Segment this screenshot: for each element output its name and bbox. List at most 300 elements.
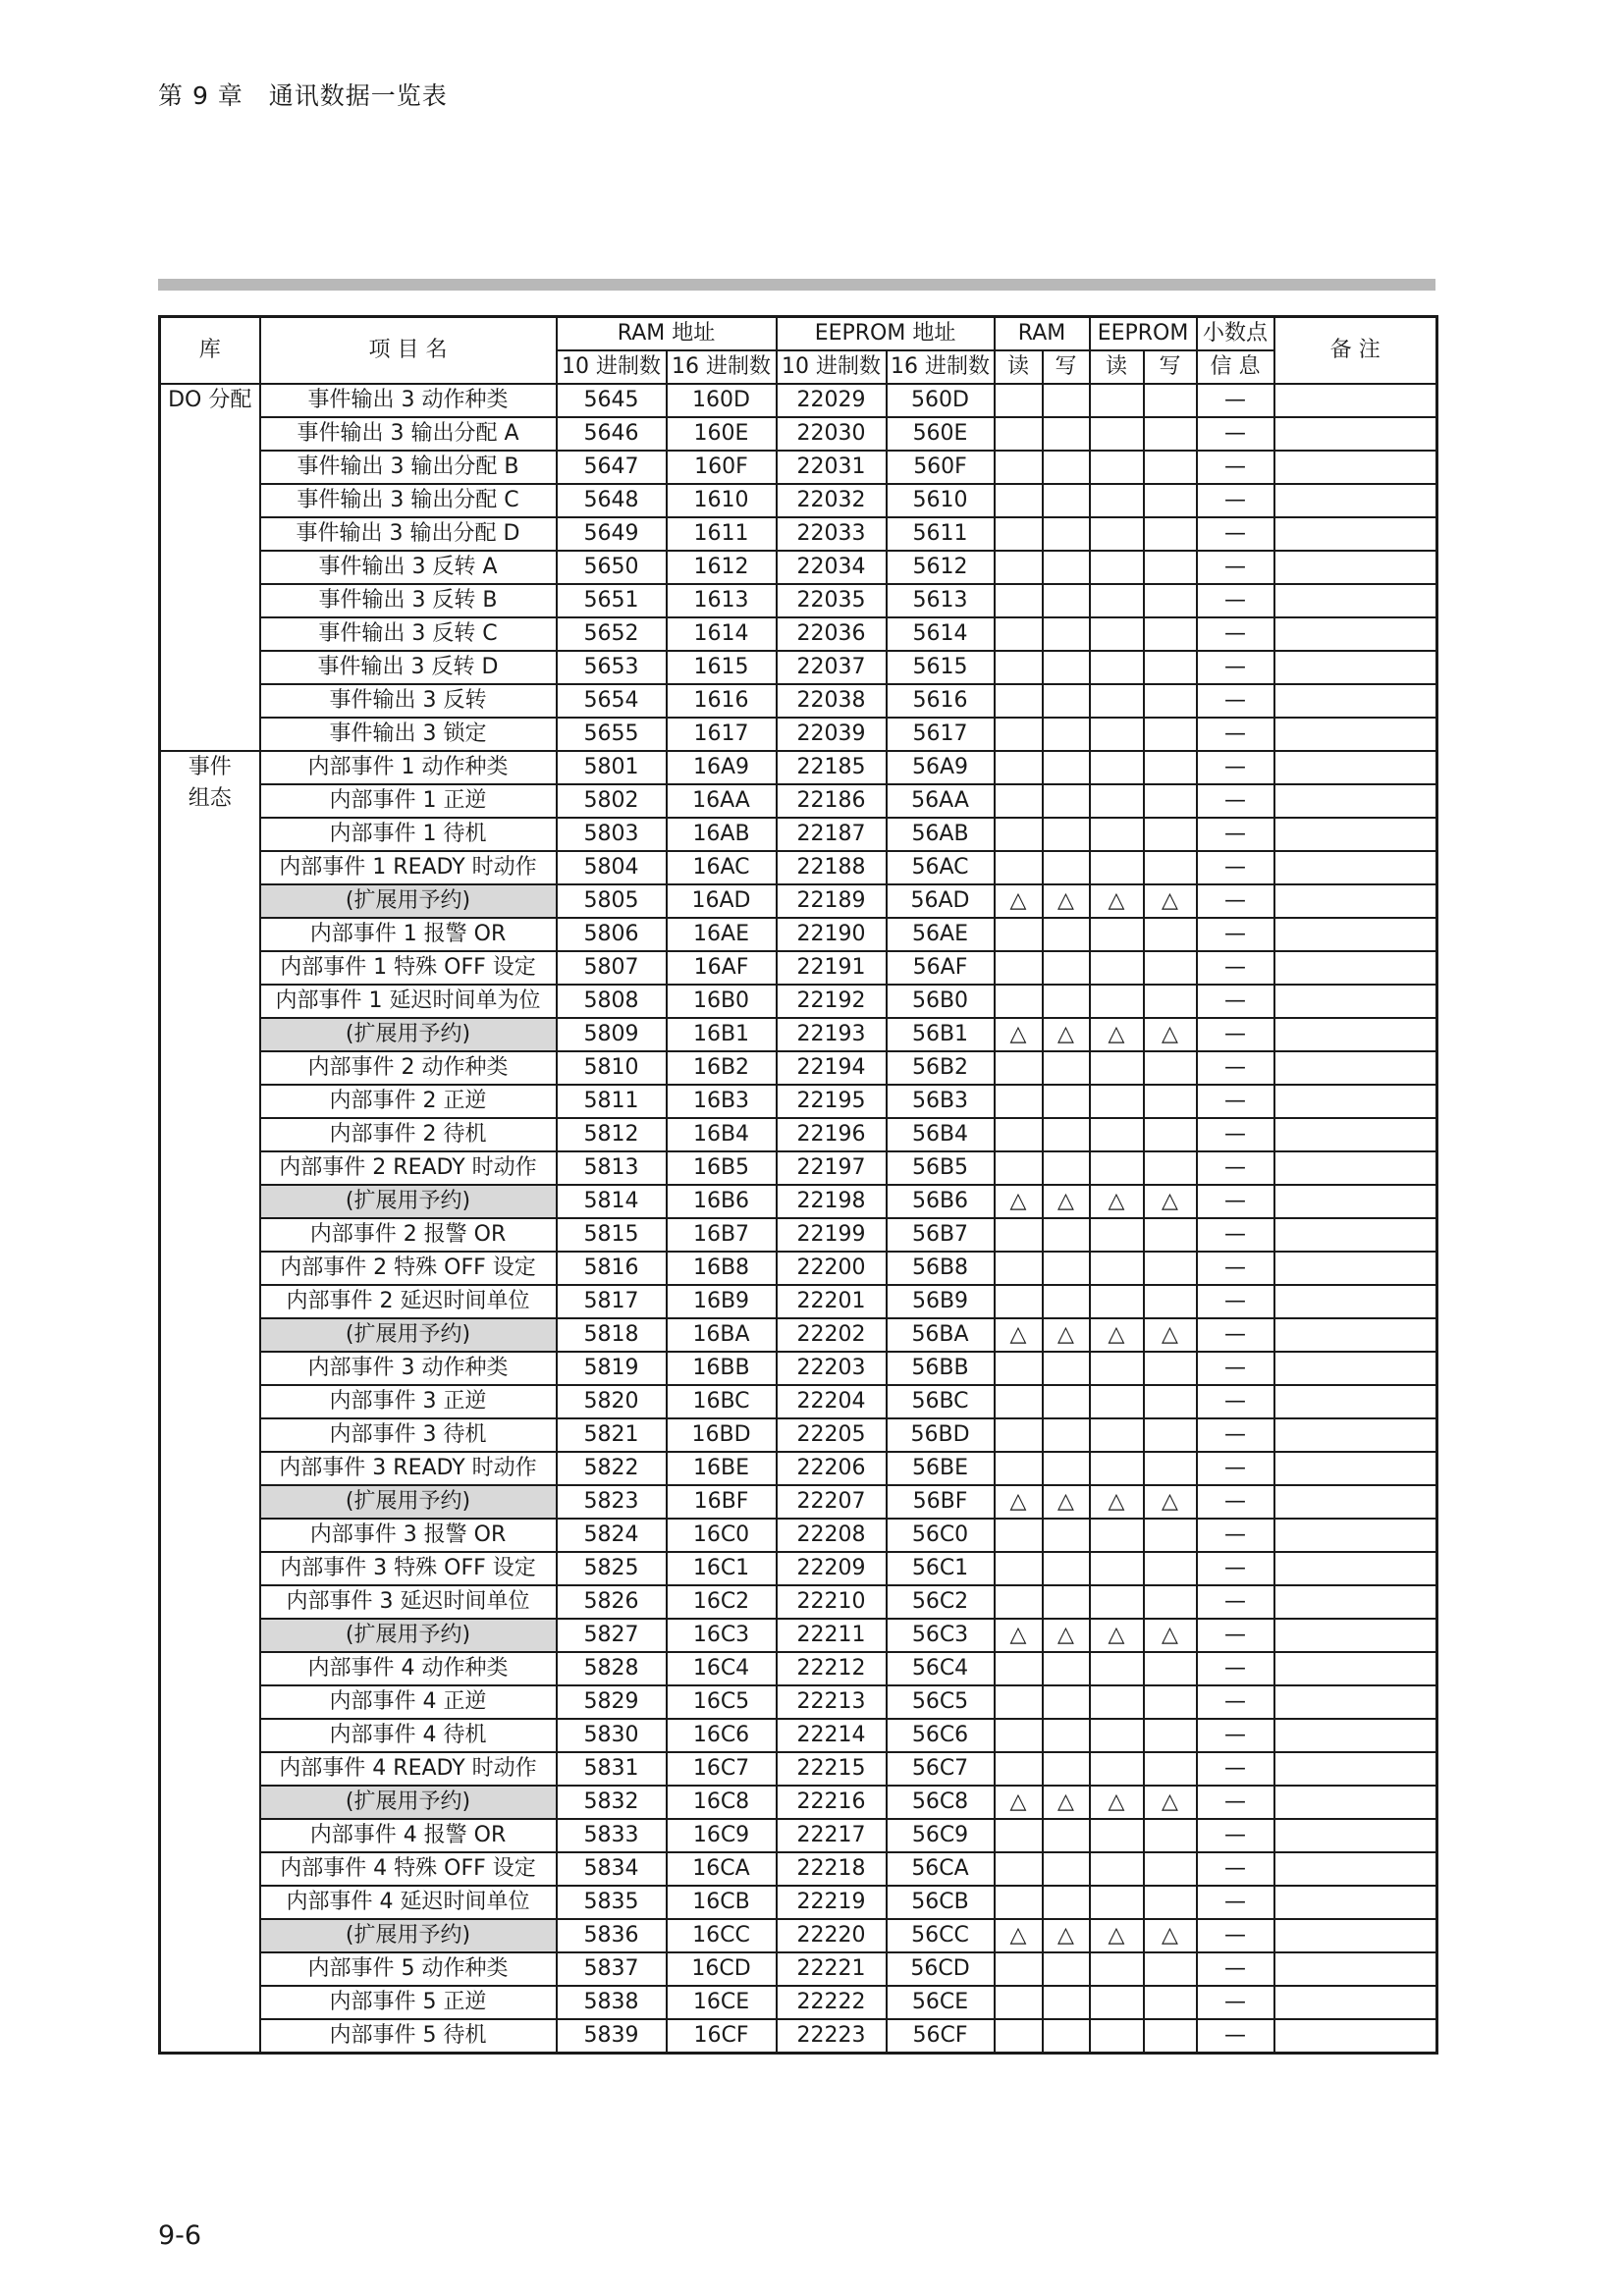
decimal-point-cell: — (1197, 517, 1274, 551)
ram-hex-cell: 16C7 (667, 1752, 777, 1786)
eeprom-write-cell (1144, 1685, 1197, 1719)
ram-dec-cell: 5819 (557, 1352, 667, 1385)
notes-cell (1274, 1952, 1437, 1986)
item-name-cell: 内部事件 4 READY 时动作 (260, 1752, 557, 1786)
table-row (160, 918, 1437, 951)
decimal-point-cell: — (1197, 718, 1274, 751)
ram-hex-cell: 16C5 (667, 1685, 777, 1719)
eeprom-write-cell: △ (1144, 884, 1197, 918)
ram-hex-cell: 160F (667, 451, 777, 484)
table-row (160, 1118, 1437, 1151)
table-row (160, 2019, 1437, 2054)
notes-cell (1274, 584, 1437, 617)
ram-write-cell (1043, 1418, 1090, 1452)
notes-cell (1274, 751, 1437, 784)
eeprom-dec-cell: 22213 (777, 1685, 887, 1719)
eeprom-read-cell (1090, 784, 1144, 818)
table-row (160, 1252, 1437, 1285)
item-name-cell: 内部事件 2 正逆 (260, 1085, 557, 1118)
ram-dec-cell: 5645 (557, 384, 667, 417)
ram-write-cell: △ (1043, 1485, 1090, 1519)
item-name-cell: 内部事件 4 延迟时间单位 (260, 1886, 557, 1919)
eeprom-dec-cell: 22202 (777, 1318, 887, 1352)
eeprom-dec-cell: 22035 (777, 584, 887, 617)
ram-read-cell (995, 1085, 1043, 1118)
ram-read-cell (995, 1652, 1043, 1685)
library-cell: 事件 组态 (160, 751, 260, 2054)
decimal-point-cell: — (1197, 2019, 1274, 2054)
ram-dec-cell: 5832 (557, 1786, 667, 1819)
notes-cell (1274, 1852, 1437, 1886)
eeprom-write-cell (1144, 1118, 1197, 1151)
ram-dec-cell: 5839 (557, 2019, 667, 2054)
ram-hex-cell: 16C2 (667, 1585, 777, 1619)
eeprom-dec-cell: 22186 (777, 784, 887, 818)
ram-write-cell (1043, 1151, 1090, 1185)
eeprom-read-cell (1090, 1118, 1144, 1151)
eeprom-read-cell (1090, 1519, 1144, 1552)
item-name-cell: 事件输出 3 锁定 (260, 718, 557, 751)
eeprom-hex-cell: 56CC (887, 1919, 995, 1952)
eeprom-dec-cell: 22033 (777, 517, 887, 551)
ram-read-cell (995, 985, 1043, 1018)
ram-write-cell (1043, 784, 1090, 818)
ram-hex-cell: 160E (667, 417, 777, 451)
ram-read-cell (995, 1285, 1043, 1318)
eeprom-read-cell (1090, 384, 1144, 417)
ram-read-cell (995, 2019, 1043, 2054)
eeprom-dec-cell: 22188 (777, 851, 887, 884)
eeprom-write-cell (1144, 851, 1197, 884)
table-row (160, 1418, 1437, 1452)
notes-cell (1274, 1585, 1437, 1619)
header-item-name: 项 目 名 (260, 317, 557, 385)
table-row (160, 484, 1437, 517)
notes-cell (1274, 1685, 1437, 1719)
eeprom-hex-cell: 56BD (887, 1418, 995, 1452)
table-row (160, 1485, 1437, 1519)
item-name-cell: (扩展用予约) (260, 1485, 557, 1519)
item-name-cell: (扩展用予约) (260, 1619, 557, 1652)
eeprom-hex-cell: 56CE (887, 1986, 995, 2019)
eeprom-dec-cell: 22031 (777, 451, 887, 484)
ram-hex-cell: 1611 (667, 517, 777, 551)
eeprom-hex-cell: 56B3 (887, 1085, 995, 1118)
notes-cell (1274, 1418, 1437, 1452)
ram-dec-cell: 5822 (557, 1452, 667, 1485)
ram-write-cell: △ (1043, 1185, 1090, 1218)
eeprom-write-cell (1144, 1852, 1197, 1886)
ram-dec-cell: 5816 (557, 1252, 667, 1285)
eeprom-dec-cell: 22030 (777, 417, 887, 451)
notes-cell (1274, 818, 1437, 851)
ram-dec-cell: 5823 (557, 1485, 667, 1519)
ram-hex-cell: 16CB (667, 1886, 777, 1919)
eeprom-write-cell: △ (1144, 1018, 1197, 1051)
decimal-point-cell: — (1197, 1151, 1274, 1185)
eeprom-read-cell (1090, 1585, 1144, 1619)
eeprom-read-cell: △ (1090, 884, 1144, 918)
ram-hex-cell: 16AC (667, 851, 777, 884)
decimal-point-cell: — (1197, 951, 1274, 985)
item-name-cell: 事件输出 3 输出分配 C (260, 484, 557, 517)
eeprom-read-cell: △ (1090, 1018, 1144, 1051)
table-row (160, 1185, 1437, 1218)
ram-write-cell (1043, 1385, 1090, 1418)
page-number: 9-6 (158, 2220, 202, 2251)
eeprom-dec-cell: 22211 (777, 1619, 887, 1652)
table-row (160, 1852, 1437, 1886)
ram-write-cell (1043, 551, 1090, 584)
eeprom-hex-cell: 56B0 (887, 985, 995, 1018)
ram-dec-cell: 5653 (557, 651, 667, 684)
ram-hex-cell: 16CF (667, 2019, 777, 2054)
ram-hex-cell: 16C6 (667, 1719, 777, 1752)
eeprom-dec-cell: 22210 (777, 1585, 887, 1619)
decimal-point-cell: — (1197, 1051, 1274, 1085)
decimal-point-cell: — (1197, 384, 1274, 417)
eeprom-hex-cell: 56BB (887, 1352, 995, 1385)
decimal-point-cell: — (1197, 1018, 1274, 1051)
decimal-point-cell: — (1197, 1185, 1274, 1218)
item-name-cell: 内部事件 1 特殊 OFF 设定 (260, 951, 557, 985)
notes-cell (1274, 718, 1437, 751)
ram-hex-cell: 1612 (667, 551, 777, 584)
eeprom-write-cell (1144, 1218, 1197, 1252)
eeprom-hex-cell: 56C9 (887, 1819, 995, 1852)
eeprom-hex-cell: 56CA (887, 1852, 995, 1886)
decimal-point-cell: — (1197, 1252, 1274, 1285)
ram-hex-cell: 16CA (667, 1852, 777, 1886)
eeprom-dec-cell: 22196 (777, 1118, 887, 1151)
eeprom-read-cell (1090, 1151, 1144, 1185)
eeprom-dec-cell: 22201 (777, 1285, 887, 1318)
ram-hex-cell: 16BB (667, 1352, 777, 1385)
eeprom-dec-cell: 22034 (777, 551, 887, 584)
ram-hex-cell: 16CC (667, 1919, 777, 1952)
table-row (160, 751, 1437, 784)
eeprom-read-cell (1090, 1085, 1144, 1118)
ram-write-cell: △ (1043, 1318, 1090, 1352)
decimal-point-cell: — (1197, 1952, 1274, 1986)
ram-dec-cell: 5827 (557, 1619, 667, 1652)
ram-write-cell (1043, 1252, 1090, 1285)
ram-dec-cell: 5802 (557, 784, 667, 818)
eeprom-write-cell (1144, 451, 1197, 484)
eeprom-hex-cell: 5613 (887, 584, 995, 617)
decimal-point-cell: — (1197, 484, 1274, 517)
ram-read-cell (995, 584, 1043, 617)
item-name-cell: 内部事件 5 待机 (260, 2019, 557, 2054)
item-name-cell: (扩展用予约) (260, 884, 557, 918)
decimal-point-cell: — (1197, 918, 1274, 951)
ram-read-cell (995, 1452, 1043, 1485)
table-row (160, 851, 1437, 884)
eeprom-write-cell (1144, 918, 1197, 951)
eeprom-hex-cell: 56CD (887, 1952, 995, 1986)
ram-dec-cell: 5650 (557, 551, 667, 584)
decimal-point-cell: — (1197, 1552, 1274, 1585)
notes-cell (1274, 451, 1437, 484)
decimal-point-cell: — (1197, 1685, 1274, 1719)
eeprom-read-cell (1090, 1819, 1144, 1852)
item-name-cell: 内部事件 3 特殊 OFF 设定 (260, 1552, 557, 1585)
decimal-point-cell: — (1197, 1719, 1274, 1752)
eeprom-read-cell (1090, 818, 1144, 851)
ram-hex-cell: 16AA (667, 784, 777, 818)
eeprom-hex-cell: 56B2 (887, 1051, 995, 1085)
eeprom-read-cell (1090, 985, 1144, 1018)
eeprom-dec-cell: 22187 (777, 818, 887, 851)
decimal-point-cell: — (1197, 584, 1274, 617)
decimal-point-cell: — (1197, 551, 1274, 584)
ram-write-cell (1043, 751, 1090, 784)
eeprom-dec-cell: 22038 (777, 684, 887, 718)
notes-cell (1274, 918, 1437, 951)
ram-dec-cell: 5803 (557, 818, 667, 851)
ram-read-cell (995, 1685, 1043, 1719)
table-body (160, 384, 1437, 2054)
ram-read-cell (995, 1051, 1043, 1085)
ram-read-cell (995, 1719, 1043, 1752)
ram-hex-cell: 16A9 (667, 751, 777, 784)
notes-cell (1274, 384, 1437, 417)
item-name-cell: 事件输出 3 输出分配 D (260, 517, 557, 551)
table-row (160, 451, 1437, 484)
eeprom-hex-cell: 56AF (887, 951, 995, 985)
notes-cell (1274, 1919, 1437, 1952)
eeprom-write-cell (1144, 1986, 1197, 2019)
ram-dec-cell: 5647 (557, 451, 667, 484)
item-name-cell: 内部事件 2 动作种类 (260, 1051, 557, 1085)
item-name-cell: 内部事件 1 报警 OR (260, 918, 557, 951)
ram-hex-cell: 16BE (667, 1452, 777, 1485)
ram-write-cell (1043, 1886, 1090, 1919)
ram-write-cell (1043, 1519, 1090, 1552)
notes-cell (1274, 1485, 1437, 1519)
eeprom-hex-cell: 5614 (887, 617, 995, 651)
eeprom-write-cell (1144, 951, 1197, 985)
eeprom-write-cell (1144, 718, 1197, 751)
ram-dec-cell: 5824 (557, 1519, 667, 1552)
eeprom-hex-cell: 56AB (887, 818, 995, 851)
eeprom-dec-cell: 22036 (777, 617, 887, 651)
notes-cell (1274, 784, 1437, 818)
ram-dec-cell: 5805 (557, 884, 667, 918)
ram-write-cell (1043, 417, 1090, 451)
eeprom-hex-cell: 560E (887, 417, 995, 451)
item-name-cell: 内部事件 4 特殊 OFF 设定 (260, 1852, 557, 1886)
eeprom-read-cell (1090, 684, 1144, 718)
eeprom-hex-cell: 56BC (887, 1385, 995, 1418)
notes-cell (1274, 1252, 1437, 1285)
eeprom-read-cell (1090, 584, 1144, 617)
ram-hex-cell: 16CD (667, 1952, 777, 1986)
item-name-cell: 内部事件 4 动作种类 (260, 1652, 557, 1685)
item-name-cell: (扩展用予约) (260, 1919, 557, 1952)
item-name-cell: 事件输出 3 反转 B (260, 584, 557, 617)
ram-read-cell (995, 684, 1043, 718)
decimal-point-cell: — (1197, 1652, 1274, 1685)
eeprom-hex-cell: 56B5 (887, 1151, 995, 1185)
ram-hex-cell: 16B4 (667, 1118, 777, 1151)
ram-hex-cell: 16C9 (667, 1819, 777, 1852)
ram-dec-cell: 5833 (557, 1819, 667, 1852)
decimal-point-cell: — (1197, 1285, 1274, 1318)
item-name-cell: 内部事件 3 动作种类 (260, 1352, 557, 1385)
decimal-point-cell: — (1197, 451, 1274, 484)
item-name-cell: (扩展用予约) (260, 1786, 557, 1819)
ram-hex-cell: 16BA (667, 1318, 777, 1352)
eeprom-read-cell (1090, 1452, 1144, 1485)
decimal-point-cell: — (1197, 1852, 1274, 1886)
ram-read-cell (995, 1218, 1043, 1252)
ram-read-cell (995, 1552, 1043, 1585)
ram-dec-cell: 5834 (557, 1852, 667, 1886)
decimal-point-cell: — (1197, 651, 1274, 684)
table-row (160, 1819, 1437, 1852)
header-library: 库 (160, 317, 260, 385)
item-name-cell: 内部事件 1 READY 时动作 (260, 851, 557, 884)
eeprom-write-cell (1144, 1418, 1197, 1452)
ram-dec-cell: 5809 (557, 1018, 667, 1051)
decimal-point-cell: — (1197, 684, 1274, 718)
notes-cell (1274, 1519, 1437, 1552)
decimal-point-cell: — (1197, 1118, 1274, 1151)
ram-write-cell (1043, 384, 1090, 417)
ram-hex-cell: 16BC (667, 1385, 777, 1418)
item-name-cell: 事件输出 3 反转 (260, 684, 557, 718)
ram-hex-cell: 16BF (667, 1485, 777, 1519)
eeprom-read-cell (1090, 1051, 1144, 1085)
eeprom-write-cell (1144, 1285, 1197, 1318)
ram-hex-cell: 16B3 (667, 1085, 777, 1118)
ram-write-cell (1043, 1118, 1090, 1151)
ram-hex-cell: 160D (667, 384, 777, 417)
table-row (160, 718, 1437, 751)
eeprom-dec-cell: 22194 (777, 1051, 887, 1085)
decimal-point-cell: — (1197, 884, 1274, 918)
header-info: 信 息 (1197, 350, 1274, 384)
item-name-cell: 内部事件 3 延迟时间单位 (260, 1585, 557, 1619)
eeprom-write-cell: △ (1144, 1919, 1197, 1952)
ram-read-cell (995, 1852, 1043, 1886)
eeprom-hex-cell: 56CF (887, 2019, 995, 2054)
ram-write-cell (1043, 951, 1090, 985)
ram-hex-cell: 16B0 (667, 985, 777, 1018)
eeprom-write-cell: △ (1144, 1318, 1197, 1352)
eeprom-hex-cell: 56AC (887, 851, 995, 884)
decimal-point-cell: — (1197, 1318, 1274, 1352)
eeprom-read-cell: △ (1090, 1485, 1144, 1519)
ram-hex-cell: 16B2 (667, 1051, 777, 1085)
notes-cell (1274, 684, 1437, 718)
decimal-point-cell: — (1197, 1385, 1274, 1418)
notes-cell (1274, 417, 1437, 451)
item-name-cell: 内部事件 2 待机 (260, 1118, 557, 1151)
item-name-cell: 内部事件 3 正逆 (260, 1385, 557, 1418)
eeprom-write-cell (1144, 417, 1197, 451)
eeprom-read-cell (1090, 1385, 1144, 1418)
eeprom-read-cell (1090, 1352, 1144, 1385)
library-cell: DO 分配 (160, 384, 260, 751)
table-row (160, 884, 1437, 918)
ram-write-cell (1043, 1452, 1090, 1485)
table-row (160, 1318, 1437, 1352)
eeprom-hex-cell: 5612 (887, 551, 995, 584)
notes-cell (1274, 1819, 1437, 1852)
ram-write-cell (1043, 617, 1090, 651)
eeprom-write-cell (1144, 1652, 1197, 1685)
table-row (160, 651, 1437, 684)
table-row (160, 1585, 1437, 1619)
notes-cell (1274, 1085, 1437, 1118)
item-name-cell: 内部事件 3 报警 OR (260, 1519, 557, 1552)
eeprom-dec-cell: 22209 (777, 1552, 887, 1585)
notes-cell (1274, 1018, 1437, 1051)
eeprom-write-cell (1144, 1719, 1197, 1752)
table-row (160, 1886, 1437, 1919)
eeprom-write-cell (1144, 1519, 1197, 1552)
ram-hex-cell: 16AE (667, 918, 777, 951)
ram-read-cell (995, 1151, 1043, 1185)
ram-write-cell (1043, 818, 1090, 851)
item-name-cell: 事件输出 3 反转 C (260, 617, 557, 651)
ram-dec-cell: 5837 (557, 1952, 667, 1986)
eeprom-dec-cell: 22219 (777, 1886, 887, 1919)
ram-dec-cell: 5648 (557, 484, 667, 517)
table-row (160, 384, 1437, 417)
header-eeprom: EEPROM (1090, 317, 1197, 351)
notes-cell (1274, 1986, 1437, 2019)
ram-dec-cell: 5838 (557, 1986, 667, 2019)
ram-write-cell (1043, 2019, 1090, 2054)
table-row (160, 1385, 1437, 1418)
item-name-cell: 内部事件 4 正逆 (260, 1685, 557, 1719)
item-name-cell: 内部事件 1 正逆 (260, 784, 557, 818)
table-row (160, 1218, 1437, 1252)
item-name-cell: (扩展用予约) (260, 1185, 557, 1218)
ram-dec-cell: 5808 (557, 985, 667, 1018)
eeprom-hex-cell: 56C6 (887, 1719, 995, 1752)
ram-hex-cell: 16C3 (667, 1619, 777, 1652)
eeprom-write-cell (1144, 1585, 1197, 1619)
table-row (160, 1352, 1437, 1385)
decimal-point-cell: — (1197, 617, 1274, 651)
eeprom-read-cell (1090, 918, 1144, 951)
ram-write-cell (1043, 684, 1090, 718)
eeprom-write-cell (1144, 684, 1197, 718)
item-name-cell: 事件输出 3 动作种类 (260, 384, 557, 417)
table-row (160, 1285, 1437, 1318)
eeprom-read-cell (1090, 2019, 1144, 2054)
eeprom-dec-cell: 22207 (777, 1485, 887, 1519)
notes-cell (1274, 1452, 1437, 1485)
notes-cell (1274, 1886, 1437, 1919)
ram-read-cell (995, 484, 1043, 517)
item-name-cell: 内部事件 4 待机 (260, 1719, 557, 1752)
ram-write-cell (1043, 1051, 1090, 1085)
header-ram-hex: 16 进制数 (667, 350, 777, 384)
eeprom-read-cell: △ (1090, 1185, 1144, 1218)
ram-dec-cell: 5835 (557, 1886, 667, 1919)
item-name-cell: 内部事件 5 动作种类 (260, 1952, 557, 1986)
ram-read-cell: △ (995, 1185, 1043, 1218)
header-notes: 备 注 (1274, 317, 1437, 385)
eeprom-write-cell (1144, 551, 1197, 584)
eeprom-hex-cell: 56C3 (887, 1619, 995, 1652)
decimal-point-cell: — (1197, 1352, 1274, 1385)
